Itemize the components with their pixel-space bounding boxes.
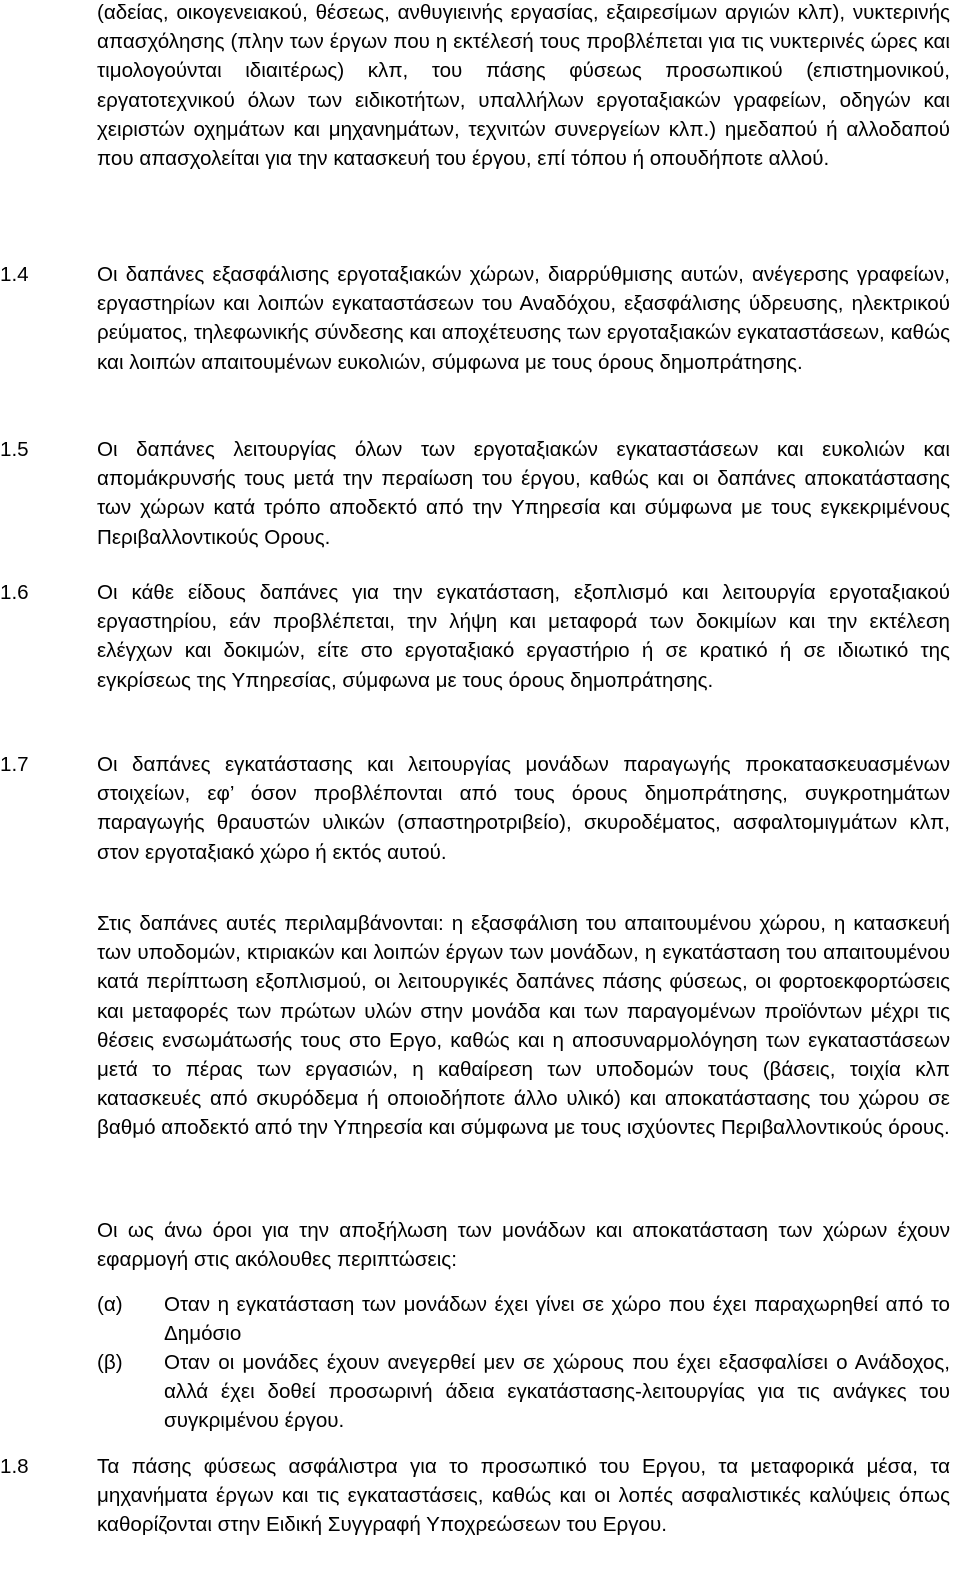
item-1-7-paragraph-3: Οι ως άνω όροι για την αποξήλωση των μονάδων και αποκατάσταση των χώρων έχουν εφαρμογή στις ακόλουθες περιπτώσεις:	[97, 1219, 950, 1272]
item-number-1-4: 1.4	[0, 263, 29, 286]
item-number-1-5: 1.5	[0, 438, 29, 461]
item-1-7-paragraph-2: Στις δαπάνες αυτές περιλαμβάνονται: η εξασφάλιση του απαιτουμένου χώρου, η κατασκευή των υποδομών, κτιριακών και λοιπών έργων των μονάδων, η εγκατάσταση του απαιτουμένου κατά περίπτωση εξοπλισμού, οι λειτουργικές δαπάνες πάσης φύσεως, οι φορτοεκφορτώσεις και μεταφορές των πρώτων υλών στην μονάδα και των παραγομένων προϊόντων μέχρι τις θέσεις ενσωμάτωσής τους στο Εργο, καθώς και η αποσυναρμολόγηση των εγκαταστάσεων μετά το πέρας των εργασιών, η καθαίρεση των υποδομών τους (βάσεις, τοιχία κλπ κατασκευές από σκυρόδεμα ή οποιοδήποτε άλλο υλικό) και αποκατάστασης του χώρου σε βαθμό αποδεκτό από την Υπηρεσία και σύμφωνα με τους ισχύοντες Περιβαλλοντικούς όρους.	[97, 912, 950, 1140]
subitem-text-b: Οταν οι μονάδες έχουν ανεγερθεί μεν σε χώρους που έχει εξασφαλίσει ο Ανάδοχος, αλλά έχει δοθεί προσωρινή άδεια εγκατάστασης-λειτουργίας για τις ανάγκες του συγκριμένου έργου.	[164, 1351, 950, 1433]
item-number-1-8: 1.8	[0, 1455, 29, 1478]
item-text-1-7: Οι δαπάνες εγκατάστασης και λειτουργίας μονάδων παραγωγής προκατασκευασμένων στοιχείων, εφ’ όσον προβλέπονται από τους όρους δημοπράτησης, συγκροτημάτων παραγωγής θραυστών υλικών (σπαστηροτριβείο), σκυροδέματος, ασφαλτομιγμάτων κλπ, στον εργοταξιακό χώρο ή εκτός αυτού.	[97, 753, 950, 864]
subitem-mark-a: (α)	[97, 1293, 123, 1316]
intro-paragraph: (αδείας, οικογενειακού, θέσεως, ανθυγιεινής εργασίας, εξαιρεσίμων αργιών κλπ), νυκτερινής απασχόλησης (πλην των έργων που η εκτέλεσή τους προβλέπεται για τις νυκτερινές ώρες και τιμολογούνται ιδιαιτέρως) κλπ, του πάσης φύσεως προσωπικού (επιστημονικού, εργατοτεχνικού όλων των ειδικοτήτων, υπαλλήλων εργοταξιακών γραφείων, οδηγών και χειριστών οχημάτων και μηχανημάτων, τεχνιτών συνεργείων κλπ.) ημεδαπού ή αλλοδαπού που απασχολείται για την κατασκευή του έργου, επί τόπου ή οπουδήποτε αλλού.	[97, 1, 950, 171]
item-text-1-4: Οι δαπάνες εξασφάλισης εργοταξιακών χώρων, διαρρύθμισης αυτών, ανέγερσης γραφείων, εργαστηρίων και λοιπών εγκαταστάσεων του Αναδόχου, εξασφάλισης ύδρευσης, ηλεκτρικού ρεύματος, τηλεφωνικής σύνδεσης και αποχέτευσης των εργοταξιακών εγκαταστάσεων, καθώς και λοιπών απαιτουμένων ευκολιών, σύμφωνα με τους όρους δημοπράτησης.	[97, 263, 950, 374]
item-number-1-6: 1.6	[0, 581, 29, 604]
item-number-1-7: 1.7	[0, 753, 29, 776]
subitem-mark-b: (β)	[97, 1351, 123, 1374]
item-text-1-6: Οι κάθε είδους δαπάνες για την εγκατάσταση, εξοπλισμό και λειτουργία εργοταξιακού εργαστηρίου, εάν προβλέπεται, την λήψη και μεταφορά των δοκιμίων και την εκτέλεση ελέγχων και δοκιμών, είτε στο εργοταξιακό εργαστήριο ή σε κρατικό ή σε ιδιωτικό της εγκρίσεως της Υπηρεσίας, σύμφωνα με τους όρους δημοπράτησης.	[97, 581, 950, 692]
subitem-text-a: Οταν η εγκατάσταση των μονάδων έχει γίνει σε χώρο που έχει παραχωρηθεί από το Δημόσιο	[164, 1293, 950, 1346]
item-text-1-8: Τα πάσης φύσεως ασφάλιστρα για το προσωπικό του Εργου, τα μεταφορικά μέσα, τα μηχανήματα έργων και τις εγκαταστάσεις, καθώς και οι λοπές ασφαλιστικές καλύψεις όπως καθορίζονται στην Ειδική Συγγραφή Υποχρεώσεων του Εργου.	[97, 1455, 950, 1537]
item-text-1-5: Οι δαπάνες λειτουργίας όλων των εργοταξιακών εγκαταστάσεων και ευκολιών και απομάκρυνσής τους μετά την περαίωση του έργου, καθώς και οι δαπάνες αποκατάστασης των χώρων κατά τρόπο αποδεκτό από την Υπηρεσία και σύμφωνα με τους εγκεκριμένους Περιβαλλοντικούς Ορους.	[97, 438, 950, 549]
